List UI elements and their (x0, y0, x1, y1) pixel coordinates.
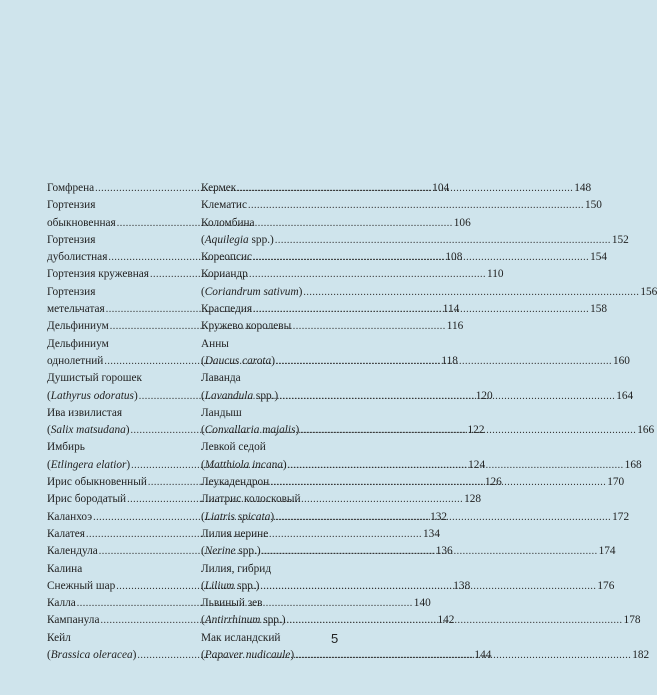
entry-title: Гортензия (47, 199, 96, 212)
leader-dots (275, 232, 611, 249)
entry-page-number: 150 (584, 199, 602, 212)
entry-page-number: 148 (574, 182, 592, 194)
entry-page-number: 106 (453, 216, 471, 229)
entry-title: Календула (47, 545, 98, 558)
entry-page-number: 122 (467, 424, 485, 437)
index-entry (201, 232, 629, 249)
entry-title: Гортензия (47, 233, 96, 246)
entry-title: Душистый горошек (47, 372, 143, 385)
entry-title: (Lavandula spp.) (201, 389, 279, 402)
entry-title: Ирис обыкновенный (47, 476, 147, 489)
page-number: 5 (331, 631, 339, 646)
leader-dots (295, 647, 631, 664)
entry-title: Краспедия (201, 303, 253, 316)
entry-title: Кампанула (47, 614, 100, 627)
index-entry (47, 439, 198, 456)
entry-title: Кермек (201, 182, 237, 194)
leader-dots (270, 474, 606, 491)
entry-title: Кейл (47, 631, 71, 644)
entry-page-number: 144 (474, 649, 492, 662)
leader-dots (260, 578, 596, 595)
index-entry (201, 215, 352, 232)
entry-title: Клематис (201, 199, 247, 212)
entry-title: метельчатая (47, 303, 105, 316)
entry-page-number: 174 (598, 545, 616, 558)
entry-page-number: 132 (430, 510, 448, 523)
entry-title: Анны (201, 337, 229, 350)
entry-title: Снежный шар (47, 579, 116, 592)
entry-title: однолетний (47, 354, 104, 367)
entry-title: Гортензия кружевная (47, 268, 149, 281)
entry-title: Лаванда (201, 372, 241, 385)
leader-dots (237, 180, 573, 197)
entry-page-number: 158 (590, 303, 608, 316)
leader-dots (275, 509, 611, 526)
entry-title: (Salix matsudana) (47, 424, 130, 437)
entry-title: Лилия, гибрид (201, 562, 272, 575)
entry-page-number: 176 (597, 579, 615, 592)
entry-title: (Papaver nudicaule) (201, 649, 295, 662)
entry-title: (Aquilegia spp.) (201, 233, 274, 246)
leader-dots (253, 301, 589, 318)
entry-page-number: 154 (590, 251, 608, 264)
entry-title: (Nerine spp.) (201, 545, 261, 558)
entry-title: (Matthiola incana) (201, 458, 287, 471)
leader-dots (300, 422, 636, 439)
entry-page-number: 172 (612, 510, 630, 523)
entry-page-number: 128 (464, 493, 482, 506)
entry-title: Ландыш (201, 406, 242, 419)
entry-title: Гортензия (47, 285, 96, 298)
index-entry (47, 630, 198, 647)
entry-title: (Daucus carota) (201, 354, 275, 367)
entry-page-number: 118 (441, 354, 458, 367)
index-entry (201, 266, 352, 283)
entry-title: Левкой седой (201, 441, 266, 454)
entry-title: Кружево королевы (201, 320, 292, 333)
entry-title: (Convallaria majalis) (201, 424, 300, 437)
entry-title: Калатея (47, 527, 86, 540)
index-entry (201, 526, 352, 543)
index-entry (47, 197, 198, 214)
index-entry (201, 630, 352, 647)
entry-title: дуболистная (47, 251, 108, 264)
entry-page-number: 170 (607, 476, 625, 489)
entry-title: Дельфиниум (47, 337, 109, 350)
entry-page-number: 178 (623, 614, 641, 627)
entry-page-number: 134 (423, 527, 440, 540)
entry-page-number: 182 (632, 649, 650, 662)
index-entry (201, 197, 602, 214)
entry-page-number: 126 (484, 476, 502, 489)
leader-dots (262, 543, 598, 560)
entry-page-number: 104 (432, 182, 450, 194)
entry-title: обыкновенная (47, 216, 116, 229)
index-entry (201, 561, 352, 578)
index-entry (201, 284, 657, 301)
index-entry (47, 561, 198, 578)
entry-page-number: 142 (437, 614, 455, 627)
index-entry (47, 336, 198, 353)
index-entry (47, 370, 198, 387)
leader-dots (303, 284, 639, 301)
leader-dots (248, 197, 584, 214)
entry-title: (Lathyrus odoratus) (47, 389, 138, 402)
leader-dots (279, 388, 615, 405)
entry-title: (Coriandrum sativum) (201, 285, 303, 298)
entry-title: Мак исландский (201, 631, 281, 644)
entry-title: Кореопсис (201, 251, 253, 264)
entry-title: Кориандр (201, 268, 248, 281)
leader-dots (288, 457, 624, 474)
entry-title: Калина (47, 562, 83, 575)
index-entry (47, 232, 198, 249)
entry-title: (Brassica oleracea) (47, 649, 137, 662)
entry-title: (Etlingera elatior) (47, 458, 131, 471)
entry-page-number: 114 (442, 303, 460, 316)
entry-page-number: 160 (612, 354, 630, 367)
entry-page-number: 138 (453, 579, 471, 592)
entry-title: Дельфиниум (47, 320, 109, 333)
entry-page-number: 166 (637, 424, 655, 437)
entry-page-number: 140 (413, 597, 431, 610)
entry-page-number: 120 (475, 389, 493, 402)
entry-title: Имбирь (47, 441, 85, 454)
entry-page-number: 110 (486, 268, 504, 281)
leader-dots (253, 249, 589, 266)
entry-title: Коломбина (201, 216, 255, 229)
index-entry (201, 318, 352, 335)
index-entry (47, 284, 198, 301)
entry-title: (Antirrhinum spp.) (201, 614, 286, 627)
entry-page-number: 168 (624, 458, 642, 471)
leader-dots (276, 353, 612, 370)
entry-page-number: 164 (616, 389, 634, 402)
entry-page-number: 124 (468, 458, 486, 471)
entry-title: Леукадендрон (201, 476, 270, 489)
entry-title: Ива извилистая (47, 406, 123, 419)
entry-title: Каланхоэ (47, 510, 93, 523)
entry-title: Лиатрис колосковый (201, 493, 301, 506)
entry-page-number: 136 (435, 545, 453, 558)
entry-title: Гомфрена (47, 182, 95, 194)
entry-page-number: 108 (445, 251, 463, 264)
entry-title: Ирис бородатый (47, 493, 127, 506)
entry-page-number: 152 (611, 233, 629, 246)
entry-title: (Lilium spp.) (201, 579, 260, 592)
index-entry (201, 491, 352, 508)
entry-page-number: 156 (640, 285, 657, 298)
leader-dots (287, 612, 623, 629)
entry-title: Калла (47, 597, 76, 610)
index-entry (201, 405, 352, 422)
index-entry (47, 405, 198, 422)
entry-title: Львиный зев (201, 597, 263, 610)
index-entry (201, 439, 352, 456)
index-entry (201, 370, 352, 387)
index-entry (201, 336, 352, 353)
entry-title: Лилия нерине (201, 527, 269, 540)
index-entry (201, 595, 352, 612)
entry-title: (Liatris spicata) (201, 510, 275, 523)
entry-page-number: 116 (446, 320, 464, 333)
